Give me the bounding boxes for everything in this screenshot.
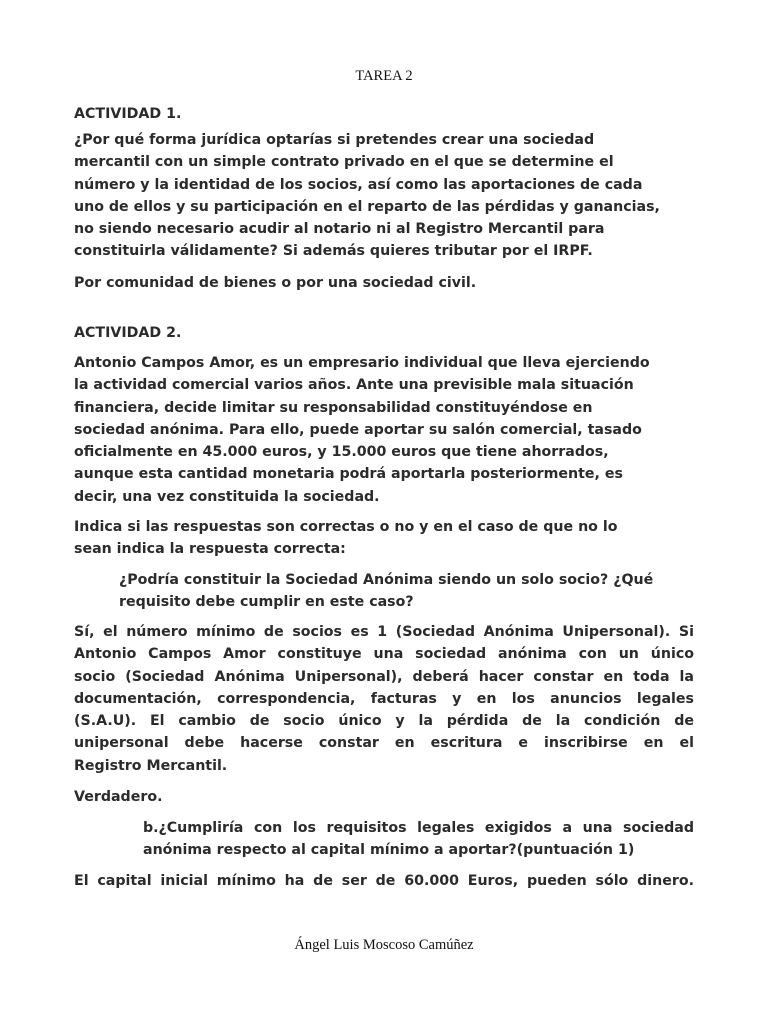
text-line: unipersonal debe hacerse constar en escritura e inscribirse en el bbox=[74, 735, 694, 752]
text-line: Antonio Campos Amor constituye una sociedad anónima con un único bbox=[74, 646, 694, 663]
text-line: la actividad comercial varios años. Ante una previsible mala situación bbox=[74, 377, 634, 394]
text-line: Sí, el número mínimo de socios es 1 (Sociedad Anónima Unipersonal). Si bbox=[74, 624, 694, 640]
text-line: sean indica la respuesta correcta: bbox=[74, 541, 346, 558]
text-line: oficialmente en 45.000 euros, y 15.000 euros que tiene ahorrados, bbox=[74, 444, 609, 461]
text-line: socio (Sociedad Anónima Unipersonal), deberá hacer constar en toda la bbox=[74, 668, 694, 685]
answer-a bbox=[74, 621, 694, 777]
activity-heading: ACTIVIDAD 2. bbox=[74, 325, 182, 341]
activity-2-instruction bbox=[74, 516, 694, 561]
activity-1-question bbox=[74, 129, 694, 263]
text-line: ¿Podría constituir la Sociedad Anónima siendo un solo socio? ¿Qué bbox=[119, 572, 654, 588]
text-line: número y la identidad de los socios, así como las aportaciones de cada bbox=[74, 176, 643, 193]
text-line: financiera, decide limitar su responsabilidad constituyéndose en bbox=[74, 399, 593, 416]
verdict-text: Verdadero. bbox=[74, 789, 163, 805]
verdict-a bbox=[74, 786, 694, 808]
page-header-title: TAREA 2 bbox=[355, 68, 413, 84]
text-line: decir, una vez constituida la sociedad. bbox=[74, 488, 380, 505]
activity-2-heading bbox=[74, 322, 694, 344]
text-line: Registro Mercantil. bbox=[74, 757, 228, 774]
text-line: Indica si las respuestas son correctas o no y en el caso de que no lo bbox=[74, 519, 618, 535]
answer-b bbox=[74, 870, 694, 892]
question-b bbox=[143, 817, 694, 862]
activity-1-answer bbox=[74, 272, 694, 294]
text-line: mercantil con un simple contrato privado en el que se determine el bbox=[74, 154, 614, 171]
text-line: requisito debe cumplir en este caso? bbox=[119, 594, 414, 611]
text-line: constituirla válidamente? Si además quieres tributar por el IRPF. bbox=[74, 243, 593, 260]
text-line: b.¿Cumpliría con los requisitos legales exigidos a una sociedad bbox=[143, 820, 694, 836]
answer-text: El capital inicial mínimo ha de ser de 60.000 Euros, pueden sólo dinero. bbox=[74, 873, 694, 889]
activity-heading: ACTIVIDAD 1. bbox=[74, 106, 182, 122]
text-line: no siendo necesario acudir al notario ni al Registro Mercantil para bbox=[74, 221, 605, 238]
activity-1-heading bbox=[74, 103, 694, 125]
page-footer-author: Ángel Luis Moscoso Camúñez bbox=[294, 937, 474, 953]
text-line: ¿Por qué forma jurídica optarías si pretendes crear una sociedad bbox=[74, 132, 595, 148]
text-line: Antonio Campos Amor, es un empresario individual que lleva ejerciendo bbox=[74, 355, 650, 371]
text-line: anónima respecto al capital mínimo a aportar?(puntuación 1) bbox=[143, 842, 635, 859]
text-line: sociedad anónima. Para ello, puede aportar su salón comercial, tasado bbox=[74, 421, 642, 438]
text-line: uno de ellos y su participación en el reparto de las pérdidas y ganancias, bbox=[74, 198, 660, 215]
question-a bbox=[119, 569, 694, 614]
text-line: (S.A.U). El cambio de socio único y la pérdida de la condición de bbox=[74, 713, 694, 730]
text-line: aunque esta cantidad monetaria podrá aportarla posteriormente, es bbox=[74, 466, 623, 483]
activity-2-statement bbox=[74, 352, 694, 508]
text-line: documentación, correspondencia, facturas y en los anuncios legales bbox=[74, 690, 694, 707]
answer-text: Por comunidad de bienes o por una sociedad civil. bbox=[74, 275, 477, 291]
